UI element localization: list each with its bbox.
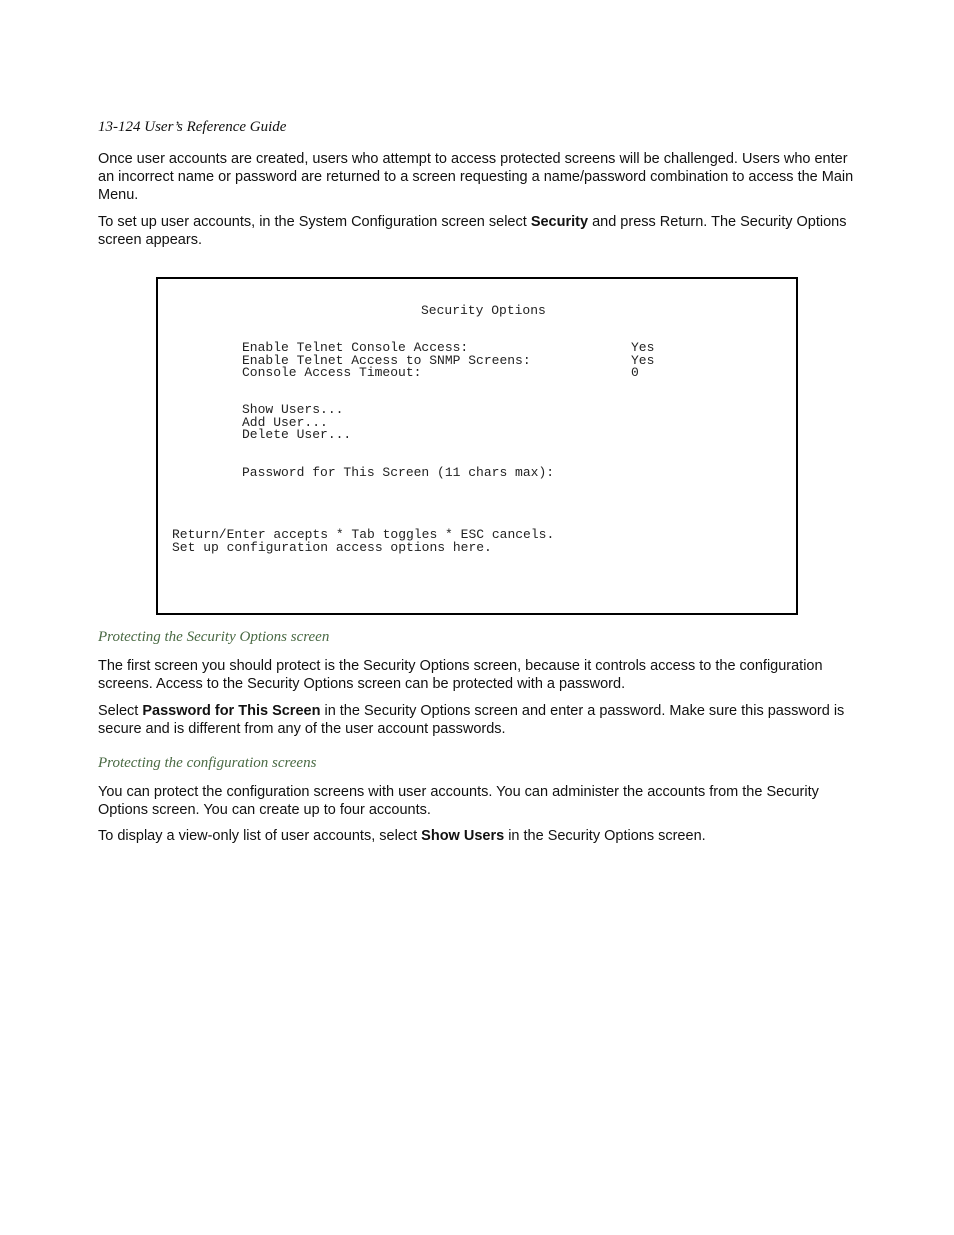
field-value-telnet-console[interactable]: Yes [631,340,655,355]
help-line-description: Set up configuration access options here. [172,539,492,555]
password-field-label[interactable]: Password for This Screen (11 chars max): [242,465,555,480]
section1-p2-text: Select [98,703,143,719]
section2-p2-bold: Show Users [421,828,505,844]
section1-paragraph-1: The first screen you should protect is the Security Options screen, because it controls access to the configuration screens. Access to the Security Options screen can be protected with a password. [98,658,823,692]
screen-title: Security Options [421,303,546,318]
section-heading-security-options: Protecting the Security Options screen [98,629,330,645]
section2-paragraph-2 [98,827,858,845]
intro-p2-bold: Security [530,214,589,230]
section1-p2-text-end: in the Security Options screen and enter a password. Make sure this password is secure and is different from any of the user account passwords. [98,703,845,737]
running-head: 13-124 User’s Reference Guide [98,119,287,135]
field-label-telnet-console: Enable Telnet Console Access: [242,340,469,355]
intro-paragraph-1: Once user accounts are created, users who attempt to access protected screens will be challenged. Users who enter an incorrect name or password are returned to a screen requesting a name/password combination to access the Main Menu. [98,151,854,203]
security-options-screen [156,277,798,615]
field-value-console-timeout[interactable]: 0 [631,365,639,380]
menu-show-users[interactable]: Show Users... [242,402,344,417]
section1-paragraph-2 [98,702,858,738]
section2-paragraph-1: You can protect the configuration screens with user accounts. You can administer the accounts from the Security Options screen. You can create up to four accounts. [98,784,819,818]
intro-p2-text-end: and press Return. The Security Options screen appears. [98,214,847,248]
menu-add-user[interactable]: Add User... [242,414,328,430]
help-line-keys: Return/Enter accepts * Tab toggles * ESC cancels. [172,527,555,542]
section2-p2-text: To display a view-only list of user accounts, select [98,828,422,844]
section-heading-configuration: Protecting the configuration screens [98,755,317,771]
section1-p2-bold: Password for This Screen [142,703,321,719]
field-label-telnet-snmp: Enable Telnet Access to SNMP Screens: [242,352,531,368]
section2-p2-text-end: in the Security Options screen. [504,828,706,844]
intro-p2-text: To set up user accounts, in the System Configuration screen select [98,214,531,230]
field-label-console-timeout: Console Access Timeout: [242,365,422,380]
intro-paragraph-2 [98,213,858,249]
field-value-telnet-snmp[interactable]: Yes [631,352,655,368]
menu-delete-user[interactable]: Delete User... [242,427,352,442]
